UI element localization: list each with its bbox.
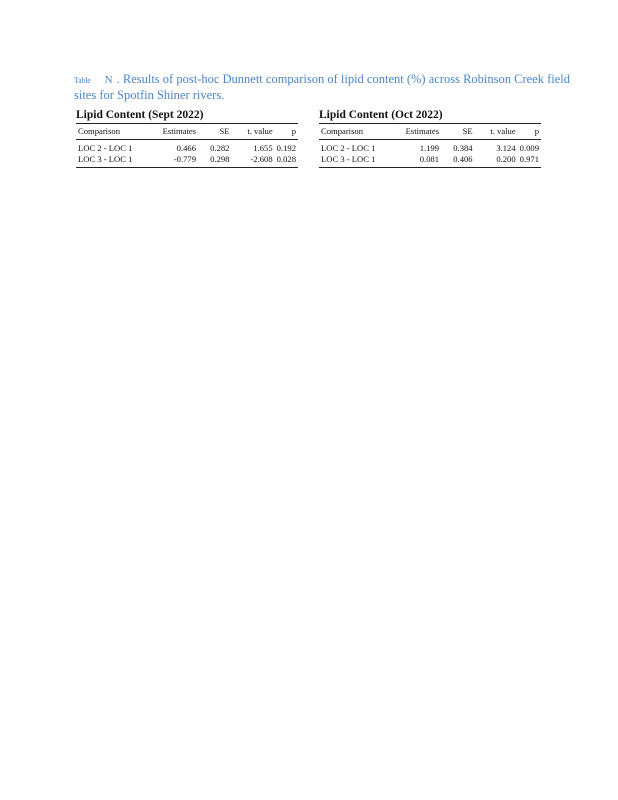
results-table — [319, 124, 541, 168]
cell-t-value: -2.608 — [231, 154, 274, 168]
header-estimates: Estimates — [388, 124, 441, 140]
caption-number: N — [104, 74, 113, 86]
table-panel-sept — [76, 108, 298, 168]
cell-se: 0.384 — [453, 143, 473, 153]
cell-estimate: 0.466 — [176, 143, 197, 153]
table-row — [76, 140, 298, 154]
table-title: Lipid Content (Oct 2022) — [319, 108, 541, 124]
cell-p: 0.028 — [275, 154, 298, 168]
cell-estimate: -0.779 — [145, 154, 198, 168]
table-row — [76, 154, 298, 168]
cell-comparison: LOC 3 - LOC 1 — [319, 154, 388, 168]
cell-t-value: 3.124 — [496, 143, 516, 153]
cell-se: 0.298 — [198, 154, 231, 168]
table-panel-oct — [319, 108, 541, 168]
header-row — [76, 124, 298, 140]
header-estimates: Estimates — [145, 124, 198, 140]
cell-comparison: LOC 3 - LOC 1 — [76, 154, 145, 168]
table-caption — [74, 72, 594, 102]
caption-label: Table — [74, 76, 91, 85]
header-p: p — [275, 124, 298, 140]
table-row — [319, 154, 541, 168]
cell-estimate: 0.081 — [388, 154, 441, 168]
header-t-value: t. value — [475, 124, 518, 140]
cell-t-value: 0.200 — [475, 154, 518, 168]
header-se: SE — [198, 124, 231, 140]
cell-comparison: LOC 2 - LOC 1 — [321, 143, 376, 153]
header-p: p — [518, 124, 541, 140]
cell-p: 0.192 — [276, 143, 296, 153]
cell-p: 0.009 — [519, 143, 539, 153]
cell-p: 0.971 — [518, 154, 541, 168]
results-table — [76, 124, 298, 168]
header-t-value: t. value — [231, 124, 274, 140]
table-title: Lipid Content (Sept 2022) — [76, 108, 298, 124]
cell-comparison: LOC 2 - LOC 1 — [78, 143, 133, 153]
header-row — [319, 124, 541, 140]
cell-se: 0.282 — [210, 143, 230, 153]
caption-text: . Results of post-hoc Dunnett comparison of lipid content (%) across Robinson Creek field sites for Spotfin Shiner rivers. — [74, 72, 570, 102]
header-comparison: Comparison — [76, 124, 145, 140]
header-comparison: Comparison — [319, 124, 388, 140]
cell-t-value: 1.655 — [253, 143, 273, 153]
table-row — [319, 140, 541, 154]
cell-se: 0.406 — [441, 154, 475, 168]
cell-estimate: 1.199 — [419, 143, 440, 153]
header-se: SE — [441, 124, 475, 140]
